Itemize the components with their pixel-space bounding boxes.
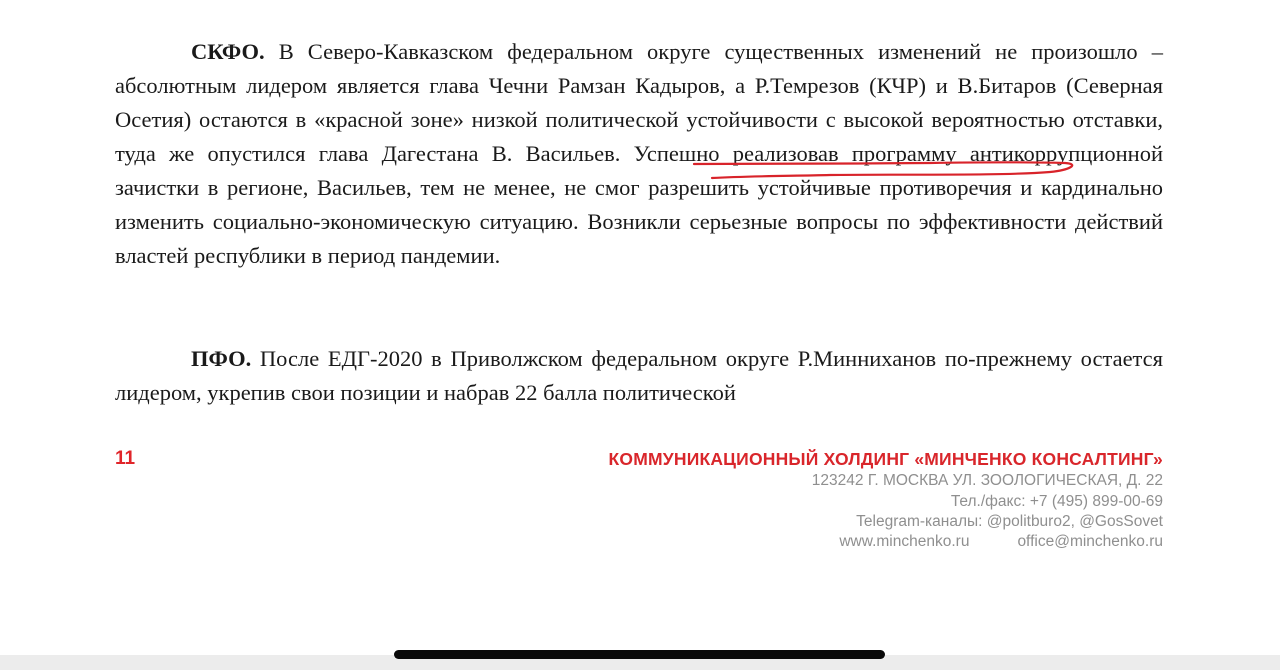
company-phone: Тел./факс: +7 (495) 899-00-69 — [950, 493, 1163, 510]
company-address: 123242 Г. МОСКВА УЛ. ЗООЛОГИЧЕСКАЯ, Д. 22 — [811, 472, 1163, 489]
page-number: 11 — [115, 448, 136, 469]
contacts-row — [839, 533, 1163, 551]
telegram-channels: Telegram-каналы: @politburo2, @GosSovet — [856, 513, 1163, 530]
region-label-skfo: СКФО. — [191, 39, 265, 64]
home-indicator-bar[interactable] — [394, 650, 885, 659]
email-link[interactable]: office@minchenko.ru — [1017, 533, 1163, 550]
company-name: КОММУНИКАЦИОННЫЙ ХОЛДИНГ «МИНЧЕНКО КОНСАЛТИНГ» — [608, 449, 1163, 469]
paragraph-skfo — [115, 35, 1163, 273]
paragraph-pfo-text: После ЕДГ-2020 в Приволжском федеральном округе Р.Минниханов по-прежнему остается лидером, укрепив свои позиции и набрав 22 балла политической — [115, 346, 1163, 405]
website-link[interactable]: www.minchenko.ru — [839, 533, 970, 550]
region-label-pfo: ПФО. — [191, 346, 252, 371]
paragraph-pfo — [115, 342, 1163, 410]
paragraph-skfo-text: В Северо-Кавказском федеральном округе существенных изменений не произошло – абсолютным лидером является глава Чечни Рамзан Кадыров, а Р.Темрезов (КЧР) и В.Битаров (Северная Осетия) остаются в «красной зоне» низкой политической устойчивости с высокой вероятностью отставки, туда же опустился глава Дагестана В. Васильев. Успешно реализовав программу антикоррупционной зачистки в регионе, Васильев, тем не менее, не смог разрешить устойчивые противоречия и кардинально изменить социально-экономическую ситуацию. Возникли серьезные вопросы по эффективности действий властей республики в период пандемии. — [115, 39, 1163, 268]
